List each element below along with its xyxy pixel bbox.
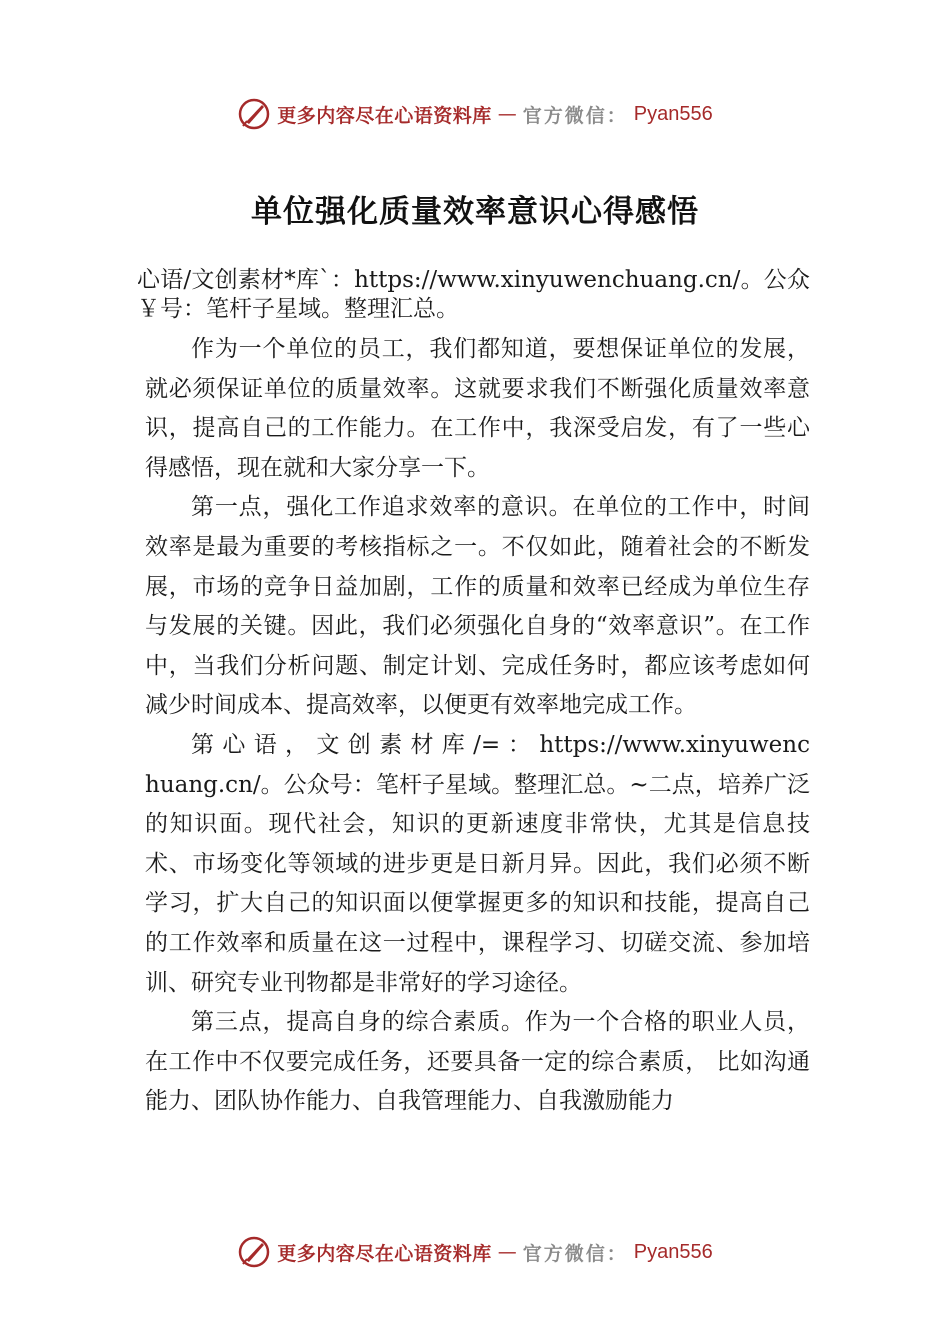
banner-main-text: 更多内容尽在心语资料库 bbox=[277, 1242, 492, 1265]
banner-wechat-id: Pyan556 bbox=[633, 1240, 713, 1263]
quill-pen-logo-icon bbox=[237, 1235, 271, 1269]
header-banner bbox=[0, 94, 950, 134]
body-paragraph: 作为一个单位的员工，我们都知道，要想保证单位的发展，就必须保证单位的质量效率。这就要求我们不断强化质量效率意识，提高自己的工作能力。在工作中，我深受启发，有了一些心得感悟，现在就和大家分享一下。 bbox=[145, 336, 810, 481]
body-paragraph: 第三点，提高自身的综合素质。作为一个合格的职业人员，在工作中不仅要完成任务，还要具备一定的综合素质， 比如沟通能力、团队协作能力、自我管理能力、自我激励能力 bbox=[145, 1009, 810, 1115]
banner-wechat-id: Pyan556 bbox=[633, 102, 713, 125]
quill-pen-logo-icon bbox=[237, 97, 271, 131]
footer-banner bbox=[0, 1232, 950, 1272]
banner-main-text: 更多内容尽在心语资料库 bbox=[277, 104, 492, 127]
banner-wechat-label: 官方微信： bbox=[522, 1242, 628, 1265]
document-title: 单位强化质量效率意识心得感悟 bbox=[251, 194, 699, 230]
banner-dash: — bbox=[497, 1241, 517, 1263]
banner-dash: — bbox=[497, 103, 517, 125]
source-note-paragraph: 心语/文创素材*库`：https://www.xinyuwenchuang.cn/。公众￥号：笔杆子星域。整理汇总。 bbox=[137, 267, 810, 322]
document-body bbox=[137, 266, 810, 1122]
banner-wechat-label: 官方微信： bbox=[522, 104, 628, 127]
body-paragraph: 第一点，强化工作追求效率的意识。在单位的工作中，时间效率是最为重要的考核指标之一。不仅如此，随着社会的不断发展，市场的竞争日益加剧，工作的质量和效率已经成为单位生存与发展的关键。因此，我们必须强化自身的“效率意识”。在工作中，当我们分析问题、制定计划、完成任务时，都应该考虑如何减少时间成本、提高效率，以便更有效率地完成工作。 bbox=[145, 494, 810, 719]
body-paragraph: 第 心 语 ， 文 创 素 材 库 /= ： https://www.xinyuwenchuang.cn/。公众号：笔杆子星域。整理汇总。~二点，培养广泛的知识面。现代社会，知识的更新速度非常快，尤其是信息技术、市场变化等领域的进步更是日新月异。因此，我们必须不断学习，扩大自己的知识面以便掌握更多的知识和技能，提高自己的工作效率和质量在这一过程中，课程学习、切磋交流、参加培训、研究专业刊物都是非常好的学习途径。 bbox=[145, 731, 810, 996]
